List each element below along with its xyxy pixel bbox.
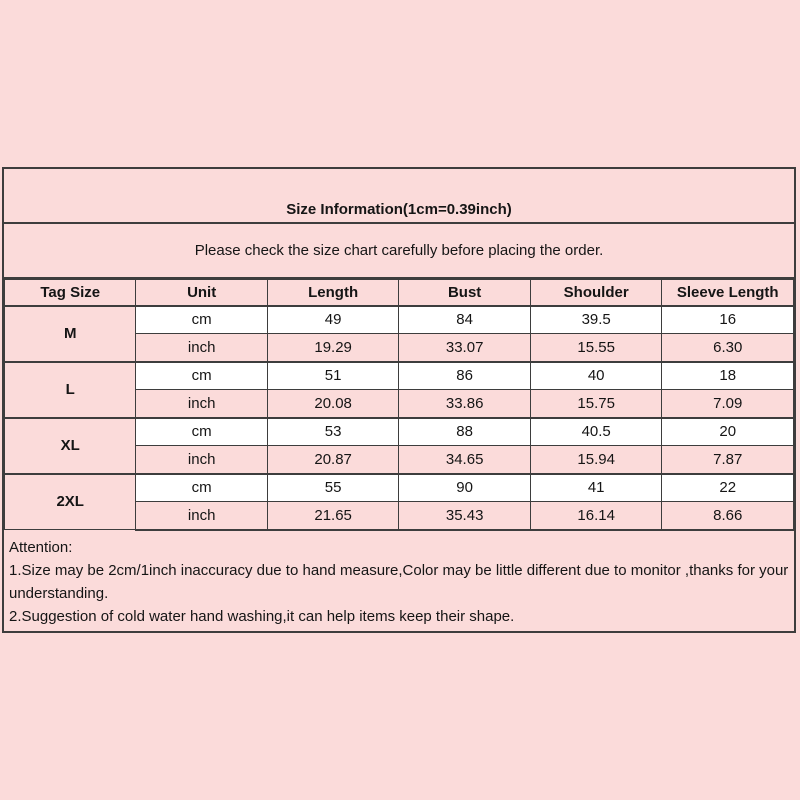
sleeve-length-value: 22	[662, 474, 794, 502]
bust-value: 88	[399, 418, 531, 446]
tag-size-cell-l: L	[5, 362, 136, 418]
size-chart-table	[4, 279, 794, 531]
bust-value: 35.43	[399, 502, 531, 530]
length-value: 53	[267, 418, 399, 446]
shoulder-value: 41	[530, 474, 662, 502]
sleeve-length-value: 7.87	[662, 446, 794, 474]
unit-cell: inch	[136, 446, 267, 474]
sleeve-length-value: 7.09	[662, 390, 794, 418]
length-value: 21.65	[267, 502, 399, 530]
column-header-sleeve-length: Sleeve Length	[662, 280, 794, 306]
column-header-unit: Unit	[136, 280, 267, 306]
unit-cell: inch	[136, 390, 267, 418]
unit-cell: cm	[136, 474, 267, 502]
bust-value: 34.65	[399, 446, 531, 474]
length-value: 19.29	[267, 334, 399, 362]
sleeve-length-value: 20	[662, 418, 794, 446]
unit-cell: inch	[136, 334, 267, 362]
unit-cell: cm	[136, 418, 267, 446]
tag-size-cell-2xl: 2XL	[5, 474, 136, 530]
column-header-bust: Bust	[399, 280, 531, 306]
bust-value: 33.07	[399, 334, 531, 362]
size-info-title: Size Information(1cm=0.39inch)	[4, 169, 794, 224]
length-value: 20.87	[267, 446, 399, 474]
attention-item-2: 2.Suggestion of cold water hand washing,it can help items keep their shape.	[9, 607, 515, 625]
shoulder-value: 15.94	[530, 446, 662, 474]
column-header-length: Length	[267, 280, 399, 306]
sleeve-length-value: 8.66	[662, 502, 794, 530]
attention-note	[4, 531, 794, 632]
length-value: 51	[267, 362, 399, 390]
sleeve-length-value: 6.30	[662, 334, 794, 362]
sleeve-length-value: 16	[662, 306, 794, 334]
shoulder-value: 40	[530, 362, 662, 390]
unit-cell: cm	[136, 306, 267, 334]
size-info-panel	[2, 167, 796, 633]
tag-size-cell-m: M	[5, 306, 136, 362]
shoulder-value: 39.5	[530, 306, 662, 334]
table-row-2xl-cm	[5, 474, 794, 502]
length-value: 55	[267, 474, 399, 502]
sleeve-length-value: 18	[662, 362, 794, 390]
bust-value: 33.86	[399, 390, 531, 418]
table-header-row	[5, 280, 794, 306]
column-header-tag-size: Tag Size	[5, 280, 136, 306]
table-row-xl-cm	[5, 418, 794, 446]
shoulder-value: 16.14	[530, 502, 662, 530]
column-header-shoulder: Shoulder	[530, 280, 662, 306]
bust-value: 84	[399, 306, 531, 334]
unit-cell: cm	[136, 362, 267, 390]
tag-size-cell-xl: XL	[5, 418, 136, 474]
bust-value: 86	[399, 362, 531, 390]
attention-heading: Attention:	[9, 538, 73, 556]
bust-value: 90	[399, 474, 531, 502]
length-value: 49	[267, 306, 399, 334]
shoulder-value: 15.55	[530, 334, 662, 362]
shoulder-value: 40.5	[530, 418, 662, 446]
table-row-m-cm	[5, 306, 794, 334]
attention-item-1: 1.Size may be 2cm/1inch inaccuracy due to hand measure,Color may be little different due to monitor ,thanks for your understanding.	[9, 561, 789, 602]
unit-cell: inch	[136, 502, 267, 530]
length-value: 20.08	[267, 390, 399, 418]
shoulder-value: 15.75	[530, 390, 662, 418]
table-row-l-cm	[5, 362, 794, 390]
size-info-subtitle: Please check the size chart carefully before placing the order.	[4, 224, 794, 279]
